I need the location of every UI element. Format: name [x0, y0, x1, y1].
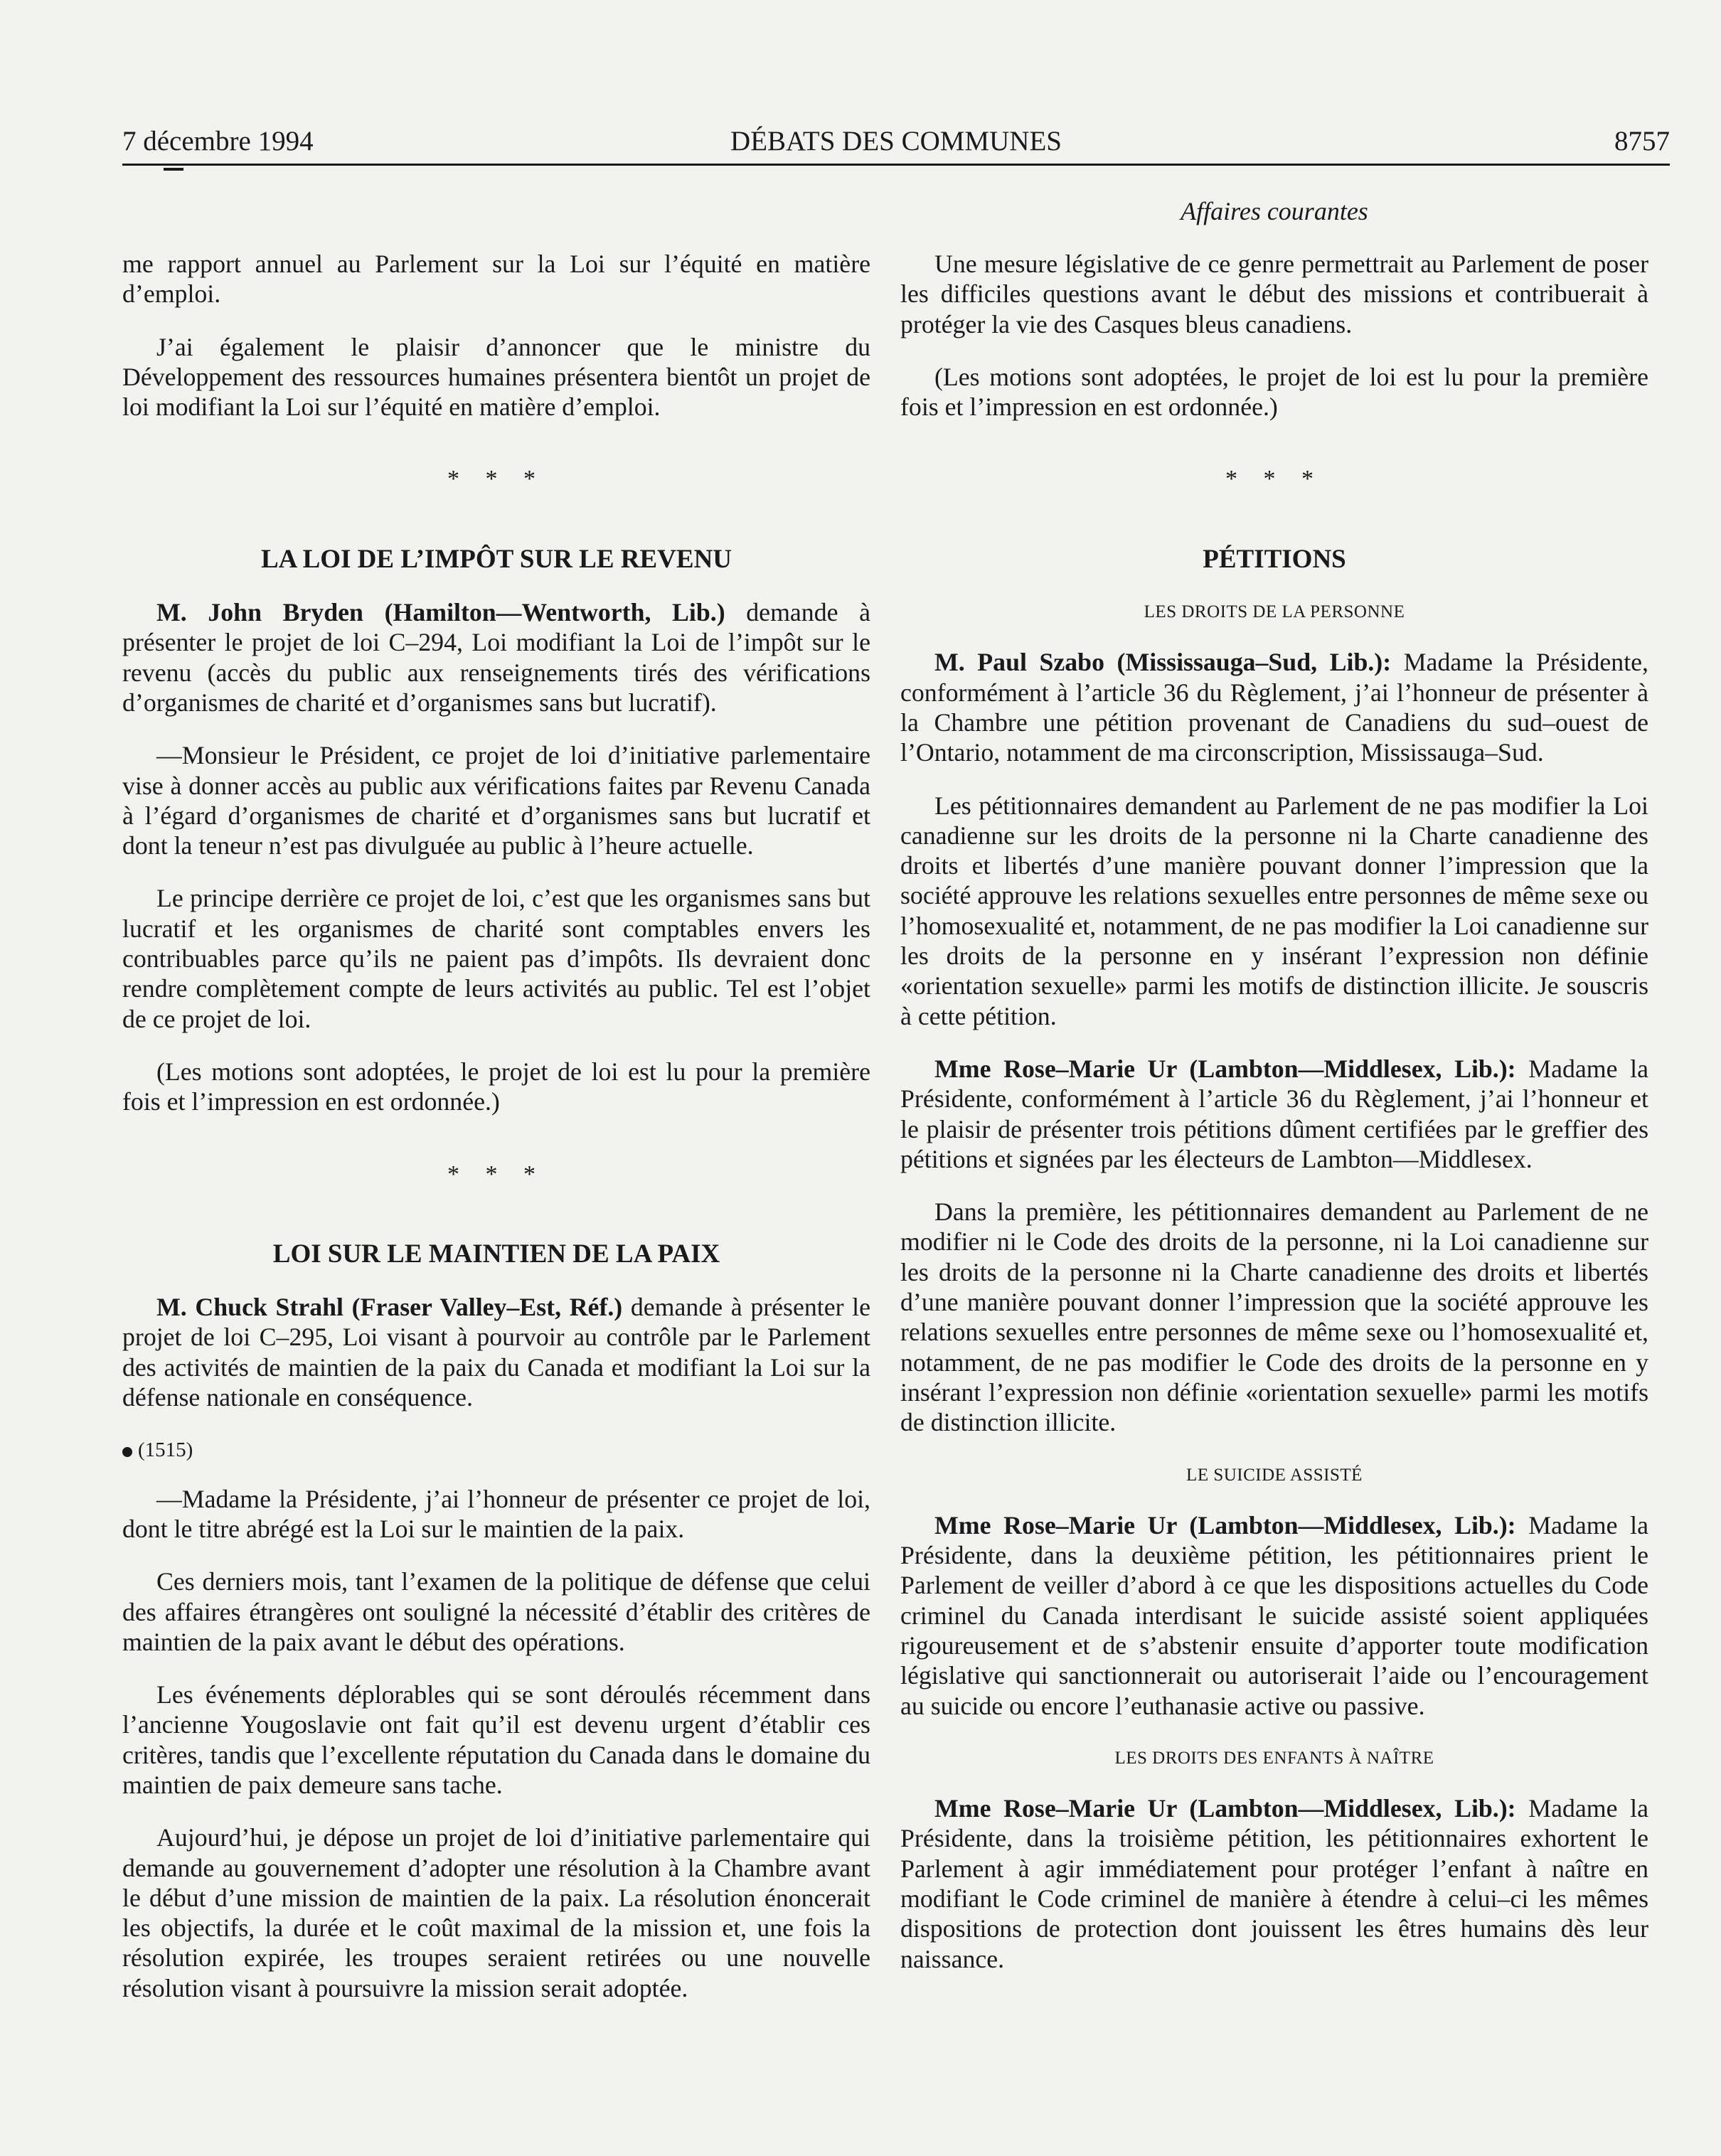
section-separator: * * * — [1225, 466, 1323, 493]
paragraph: me rapport annuel au Parlement sur la Loi sur l’équité en matière d’emploi. — [122, 250, 870, 309]
paragraph — [900, 647, 1648, 767]
speech-text: demande à présenter le projet de loi C–294, Loi modifiant la Loi de l’impôt sur le revenu (accès du public aux renseignements tirés des vérifications d’organismes de charité et d’organismes sans but lucratif). — [122, 598, 870, 717]
paragraph: Ces derniers mois, tant l’examen de la politique de défense que celui des affaires étrangères ont souligné la nécessité d’établir des critères de maintien de la paix avant le début des opérations. — [122, 1567, 870, 1656]
speech-text: Madame la Présidente, dans la troisième pétition, les pétitionnaires exhortent le Parlement à agir immédiatement pour protéger l’enfant à naître en modifiant le Code criminel de manière à étendre à celui–ci les mêmes dispositions de protection dont jouissent les êtres humains dès leur naissance. — [900, 1794, 1648, 1973]
speech-text: demande à présenter le projet de loi C–295, Loi visant à pourvoir au contrôle par le Parlement des activités de maintien de la paix du Canada et modifiant la Loi sur la défense nationale en conséquence. — [122, 1293, 870, 1412]
time-marker — [122, 1435, 870, 1465]
section-title: Affaires courantes — [1181, 197, 1368, 225]
paragraph: Aujourd’hui, je dépose un projet de loi d’initiative parlementaire qui demande au gouvernement d’adopter une résolution à la Chambre avant le début d’une mission de maintien de la paix. La résolution énoncerait les objectifs, la durée et le coût maximal de la mission et, une fois la résolution expirée, les troupes seraient retirées ou une nouvelle résolution visant à poursuivre la mission serait adoptée. — [122, 1823, 870, 2002]
header-title: DÉBATS DES COMMUNES — [730, 126, 1062, 156]
speaker-name: Mme Rose–Marie Ur (Lambton—Middlesex, Lib.): — [934, 1794, 1516, 1823]
left-column — [122, 249, 870, 2026]
paragraph: J’ai également le plaisir d’annoncer que le ministre du Développement des ressources humaines présentera bientôt un projet de loi modifiant la Loi sur l’équité en matière d’emploi. — [122, 332, 870, 422]
speech-text: Madame la Présidente, dans la deuxième pétition, les pétitionnaires prient le Parlement de veiller d’abord à ce que les dispositions actuelles du Code criminel du Canada interdisant le suicide assisté soient appliquées rigoureusement et de s’abstenir ensuite d’apporter toute modification législative qui sanctionnerait ou autoriserait l’aide ou l’encouragement au suicide ou encore l’euthanasie active ou passive. — [900, 1510, 1648, 1720]
paragraph: Les événements déplorables qui se sont déroulés récemment dans l’ancienne Yougoslavie ont fait qu’il est devenu urgent d’établir ces critères, tandis que l’excellente réputation du Canada dans le domaine du maintien de paix demeure sans tache. — [122, 1680, 870, 1799]
paragraph — [900, 1793, 1648, 1974]
speech-text: Madame la Présidente, conformément à l’article 36 du Règlement, j’ai l’honneur et le plaisir de présenter trois pétitions dûment certifiées par le greffier des pétitions et signées par les électeurs de Lambton—Middlesex. — [900, 1054, 1648, 1173]
running-head — [122, 119, 1670, 159]
subheading: LES DROITS DE LA PERSONNE — [1144, 602, 1405, 622]
section-heading: LOI SUR LE MAINTIEN DE LA PAIX — [272, 1239, 720, 1269]
paragraph: —Monsieur le Président, ce projet de loi d’initiative parlementaire vise à donner accès au public aux vérifications faites par Revenu Canada à l’égard d’organismes de charité et d’organismes sans but lucratif et dont la teneur n’est pas divulguée au public à l’heure actuelle. — [122, 741, 870, 860]
section-heading: LA LOI DE L’IMPÔT SUR LE REVENU — [260, 544, 732, 574]
speaker-name: M. John Bryden (Hamilton—Wentworth, Lib.) — [156, 598, 725, 627]
rule-mark — [164, 168, 183, 171]
speaker-name: Mme Rose–Marie Ur (Lambton—Middlesex, Lib.): — [934, 1510, 1516, 1539]
paragraph — [900, 1510, 1648, 1721]
section-heading: PÉTITIONS — [1203, 544, 1346, 574]
speaker-name: Mme Rose–Marie Ur (Lambton—Middlesex, Lib.): — [934, 1054, 1516, 1083]
section-separator: * * * — [447, 1160, 545, 1188]
speaker-name: M. Chuck Strahl (Fraser Valley–Est, Réf.) — [156, 1293, 623, 1322]
bullet-icon — [122, 1447, 132, 1457]
paragraph: —Madame la Présidente, j’ai l’honneur de présenter ce projet de loi, dont le titre abrégé est la Loi sur le maintien de la paix. — [122, 1484, 870, 1543]
paragraph: Dans la première, les pétitionnaires demandent au Parlement de ne modifier ni le Code des droits de la personne, ni la Loi canadienne sur les droits de la personne ni la Charte canadienne des droits et libertés d’une manière pouvant donner l’impression que la société approuve les relations sexuelles entre personnes de même sexe ou l’homosexualité et, notamment, de ne pas modifier le Code des droits de la personne en y insérant l’expression non définie «orientation sexuelle» parmi les motifs de distinction illicite. — [900, 1197, 1648, 1437]
paragraph — [122, 597, 870, 717]
paragraph — [122, 1292, 870, 1412]
paragraph: Les pétitionnaires demandent au Parlement de ne pas modifier la Loi canadienne sur les droits de la personne ni la Charte canadienne des droits et libertés d’une manière pouvant donner l’impression que la société approuve les relations sexuelles entre personnes de même sexe ou l’homosexualité et, notamment, de ne pas modifier la Loi canadienne sur les droits de la personne en y insérant l’expression non définie «orientation sexuelle» parmi les motifs de distinction illicite. Je souscris à cette pétition. — [900, 791, 1648, 1030]
header-date: 7 décembre 1994 — [122, 126, 314, 156]
speech-text: Madame la Présidente, conformément à l’article 36 du Règlement, j’ai l’honneur de présenter à la Chambre une pétition provenant de Canadiens du sud–ouest de l’Ontario, notamment de ma circonscription, Mississauga–Sud. — [900, 648, 1648, 767]
paragraph: (Les motions sont adoptées, le projet de loi est lu pour la première fois et l’impression en est ordonnée.) — [900, 362, 1648, 422]
right-column — [900, 249, 1648, 1997]
paragraph — [900, 1054, 1648, 1174]
paragraph: Le principe derrière ce projet de loi, c’est que les organismes sans but lucratif et les organismes de charité sont comptables envers les contribuables parce qu’ils ne paient pas d’impôts. Ils devraient donc rendre complètement compte de leurs activités au public. Tel est l’objet de ce projet de loi. — [122, 884, 870, 1033]
paragraph: (Les motions sont adoptées, le projet de loi est lu pour la première fois et l’impression en est ordonnée.) — [122, 1057, 870, 1116]
time-marker-text: (1515) — [138, 1439, 193, 1462]
subheading: LE SUICIDE ASSISTÉ — [1186, 1465, 1363, 1485]
subheading: LES DROITS DES ENFANTS À NAÎTRE — [1114, 1748, 1434, 1768]
paragraph: Une mesure législative de ce genre permettrait au Parlement de poser les difficiles questions avant le début des missions et contribuerait à protéger la vie des Casques bleus canadiens. — [900, 250, 1648, 338]
header-rule — [122, 164, 1670, 166]
page-number: 8757 — [1614, 126, 1670, 156]
speaker-name: M. Paul Szabo (Mississauga–Sud, Lib.): — [934, 648, 1392, 677]
section-separator: * * * — [447, 466, 545, 493]
